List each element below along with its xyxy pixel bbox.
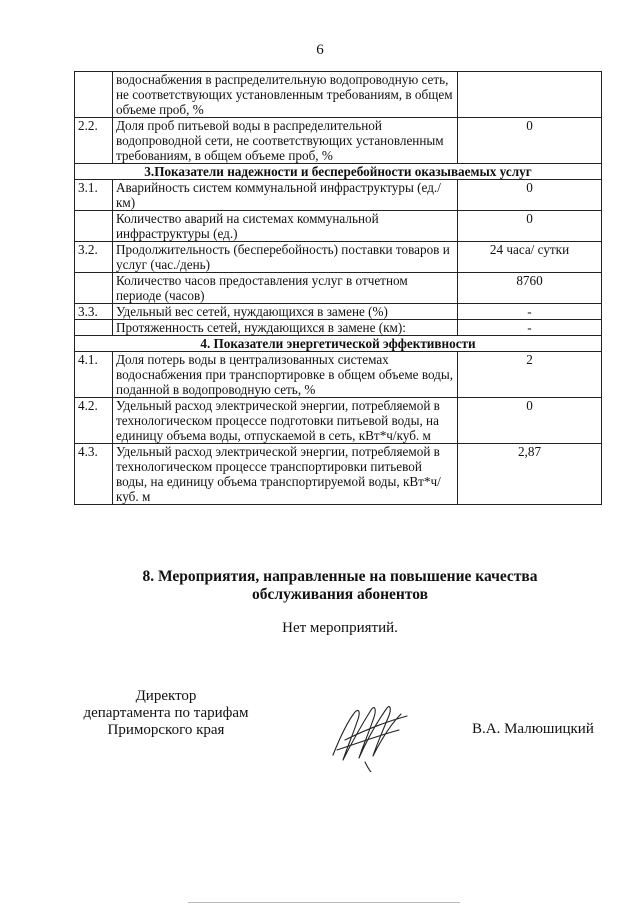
- indicators-table-body: [75, 72, 602, 505]
- indicator-value: 2: [458, 352, 602, 398]
- section-8-heading: [0, 568, 640, 604]
- indicator-name: Количество аварий на системах коммунальной инфраструктуры (ед.): [113, 211, 458, 242]
- indicator-value: 0: [458, 180, 602, 211]
- indicator-name: Аварийность систем коммунальной инфраструктуры (ед./км): [113, 180, 458, 211]
- table-row: [75, 118, 602, 164]
- section-title: 3.Показатели надежности и бесперебойности оказываемых услуг: [75, 164, 602, 180]
- table-row: [75, 180, 602, 211]
- row-number: [75, 320, 113, 336]
- page-bottom-line: [188, 902, 460, 903]
- row-number: [75, 72, 113, 118]
- indicator-value: 8760: [458, 273, 602, 304]
- indicator-name: Удельный вес сетей, нуждающихся в замене (%): [113, 304, 458, 320]
- table-row: [75, 304, 602, 320]
- table-row: [75, 211, 602, 242]
- handwritten-signature: [325, 700, 415, 772]
- signatory-title-line1: Директор: [135, 688, 197, 704]
- table-section-row: [75, 336, 602, 352]
- indicator-value: 0: [458, 211, 602, 242]
- indicator-name: Удельный расход электрической энергии, потребляемой в технологическом процессе подготовки питьевой воды, на единицу объема воды, отпускаемой в сеть, кВт*ч/куб. м: [113, 398, 458, 444]
- indicator-value: 0: [458, 118, 602, 164]
- signatory-title: [76, 688, 256, 739]
- section-title: 4. Показатели энергетической эффективности: [75, 336, 602, 352]
- row-number: [75, 273, 113, 304]
- table-row: [75, 72, 602, 118]
- signatory-title-line3: Приморского края: [107, 722, 225, 738]
- table-row: [75, 273, 602, 304]
- table-row: [75, 398, 602, 444]
- indicator-name: Доля проб питьевой воды в распределительной водопроводной сети, не соответствующих установленным требованиям, в общем объеме проб, %: [113, 118, 458, 164]
- table-section-row: [75, 164, 602, 180]
- table-row: [75, 242, 602, 273]
- section-8-heading-line1: 8. Мероприятия, направленные на повышение качества: [142, 568, 538, 585]
- indicator-name: Количество часов предоставления услуг в отчетном периоде (часов): [113, 273, 458, 304]
- row-number: 4.2.: [75, 398, 113, 444]
- indicator-name: Протяженность сетей, нуждающихся в замене (км):: [113, 320, 458, 336]
- indicator-name: Доля потерь воды в централизованных системах водоснабжения при транспортировке в общем объеме воды, поданной в водопроводную сеть, %: [113, 352, 458, 398]
- signatory-title-line2: департамента по тарифам: [83, 705, 249, 721]
- row-number: 4.3.: [75, 444, 113, 505]
- table-row: [75, 352, 602, 398]
- row-number: 4.1.: [75, 352, 113, 398]
- section-8-heading-line2: обслуживания абонентов: [252, 586, 428, 603]
- table-row: [75, 320, 602, 336]
- signatory-name: В.А. Малюшицкий: [472, 721, 594, 737]
- row-number: 3.2.: [75, 242, 113, 273]
- row-number: 3.3.: [75, 304, 113, 320]
- indicator-value: 2,87: [458, 444, 602, 505]
- indicator-value: 0: [458, 398, 602, 444]
- indicators-table: [74, 71, 602, 505]
- row-number: 2.2.: [75, 118, 113, 164]
- indicator-name: Удельный расход электрической энергии, потребляемой в технологическом процессе транспортировки питьевой воды, на единицу объема транспортируемой воды, кВт*ч/куб. м: [113, 444, 458, 505]
- indicator-value: [458, 72, 602, 118]
- indicator-name: водоснабжения в распределительную водопроводную сеть, не соответствующих установленным требованиям, в общем объеме проб, %: [113, 72, 458, 118]
- page-number: 6: [316, 42, 324, 58]
- no-measures-text: Нет мероприятий.: [282, 620, 398, 636]
- indicator-value: 24 часа/ сутки: [458, 242, 602, 273]
- indicator-name: Продолжительность (бесперебойность) поставки товаров и услуг (час./день): [113, 242, 458, 273]
- row-number: 3.1.: [75, 180, 113, 211]
- row-number: [75, 211, 113, 242]
- indicator-value: -: [458, 304, 602, 320]
- table-row: [75, 444, 602, 505]
- indicator-value: -: [458, 320, 602, 336]
